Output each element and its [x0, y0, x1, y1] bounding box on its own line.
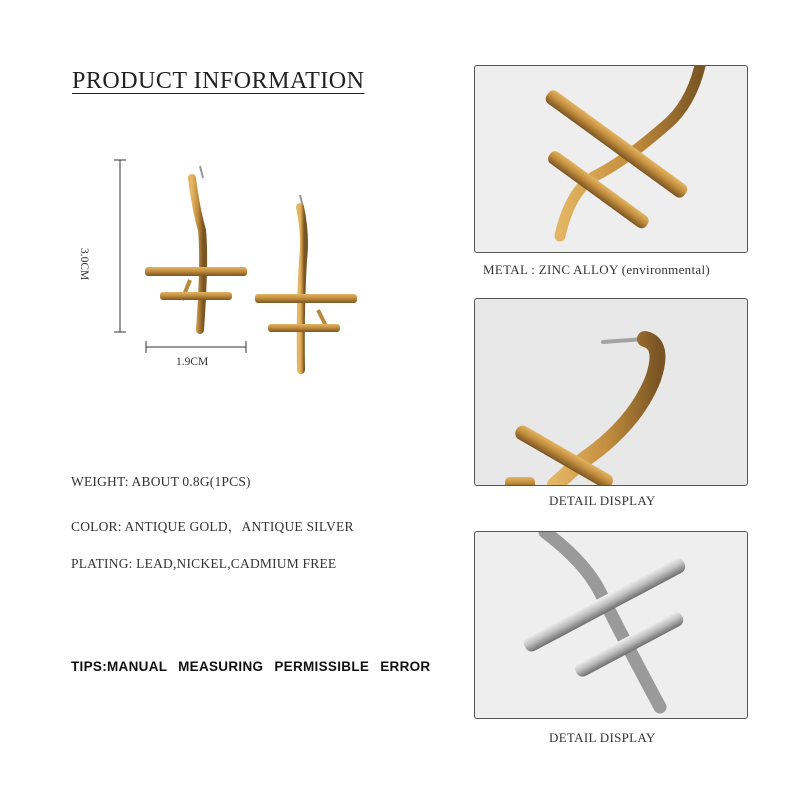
weight-spec: WEIGHT: ABOUT 0.8G(1PCS)	[71, 474, 251, 489]
earrings-product-image	[100, 150, 370, 380]
gold-earring-closeup-2	[475, 299, 747, 485]
page-title: PRODUCT INFORMATION	[72, 68, 365, 94]
detail-panel-1	[474, 65, 748, 253]
color-spec: COLOR: ANTIQUE GOLD，ANTIQUE SILVER	[71, 519, 354, 534]
tips-text: TIPS:MANUAL MEASURING PERMISSIBLE ERROR	[71, 659, 431, 674]
height-label: 3.0CM	[78, 248, 90, 281]
earring-right	[255, 195, 357, 370]
panel-1-caption: METAL : ZINC ALLOY (environmental)	[483, 262, 710, 277]
detail-panel-2	[474, 298, 748, 486]
width-dimension-line	[146, 341, 246, 353]
detail-panel-3	[474, 531, 748, 719]
plating-spec: PLATING: LEAD,NICKEL,CADMIUM FREE	[71, 556, 337, 571]
panel-3-caption: DETAIL DISPLAY	[549, 730, 656, 745]
height-dimension-line	[114, 160, 126, 332]
gold-earring-closeup-1	[475, 66, 747, 252]
earring-left	[145, 166, 247, 330]
silver-earring-closeup	[475, 532, 747, 718]
width-label: 1.9CM	[176, 356, 209, 368]
panel-2-caption: DETAIL DISPLAY	[549, 493, 656, 508]
